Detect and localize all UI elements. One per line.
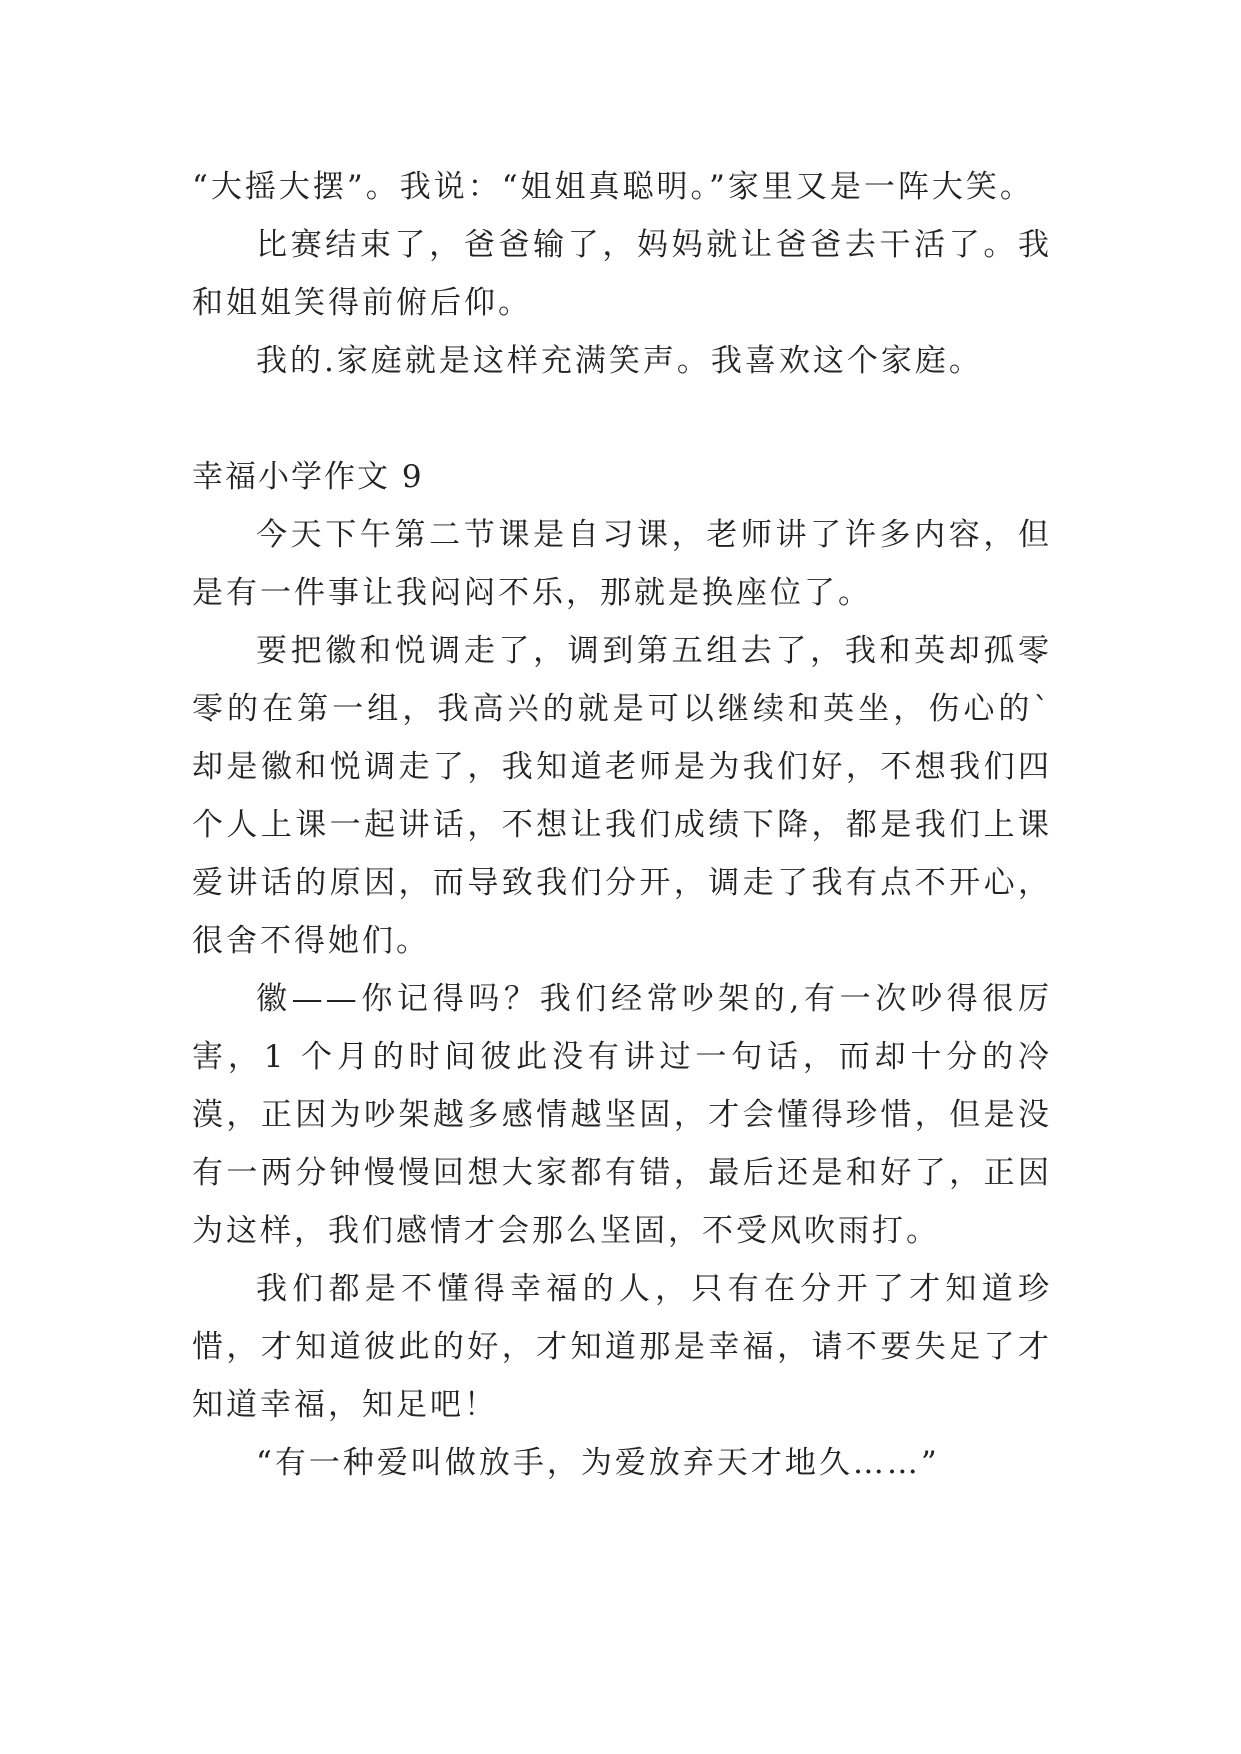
section-spacer: [192, 390, 1052, 448]
paragraph: “有一种爱叫做放手，为爱放弃天才地久……”: [256, 1445, 940, 1481]
section-title: 幸福小学作文 9: [192, 459, 424, 495]
paragraph: 今天下午第二节课是自习课，老师讲了许多内容，但是有一件事让我闷闷不乐，那就是换座位了。: [192, 517, 1052, 611]
paragraph: 要把徽和悦调走了，调到第五组去了，我和英却孤零零的在第一组，我高兴的就是可以继续和英坐，伤心的`却是徽和悦调走了，我知道老师是为我们好，不想我们四个人上课一起讲话，不想让我们成绩下降，都是我们上课爱讲话的原因，而导致我们分开，调走了我有点不开心，很舍不得她们。: [192, 633, 1052, 959]
paragraph: 徽——你记得吗？我们经常吵架的,有一次吵得很厉害，1 个月的时间彼此没有讲过一句话，而却十分的冷漠，正因为吵架越多感情越坚固，才会懂得珍惜，但是没有一两分钟慢慢回想大家都有错，最后还是和好了，正因为这样，我们感情才会那么坚固，不受风吹雨打。: [192, 981, 1052, 1249]
paragraph: 我们都是不懂得幸福的人，只有在分开了才知道珍惜，才知道彼此的好，才知道那是幸福，请不要失足了才知道幸福，知足吧！: [192, 1271, 1052, 1423]
paragraph-continued: “大摇大摆”。我说：“姐姐真聪明。”家里又是一阵大笑。: [192, 169, 1034, 205]
paragraph: 比赛结束了，爸爸输了，妈妈就让爸爸去干活了。我和姐姐笑得前俯后仰。: [192, 227, 1052, 321]
document-page: [192, 158, 1052, 1492]
paragraph: 我的.家庭就是这样充满笑声。我喜欢这个家庭。: [256, 343, 983, 379]
